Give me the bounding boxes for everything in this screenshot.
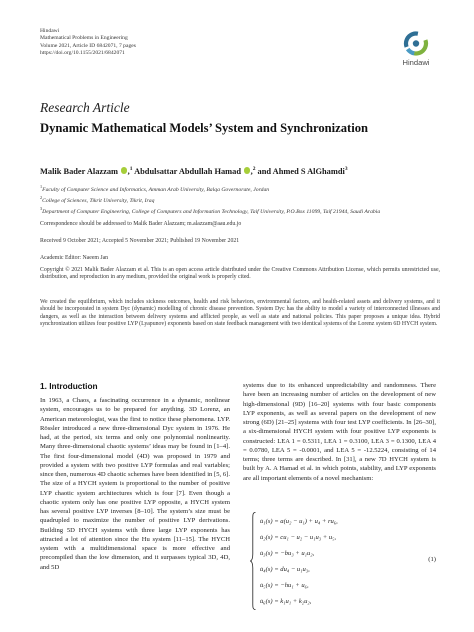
equation-number: (1) bbox=[428, 556, 436, 563]
orcid-icon[interactable] bbox=[244, 167, 251, 174]
article-type: Research Article bbox=[40, 100, 130, 115]
publisher-name: Hindawi bbox=[40, 28, 60, 34]
equation-line: u̇₄(s) = du₄ − u₁u₃, bbox=[260, 566, 310, 573]
equation-line: u̇₆(s) = k₁u₁ + k₂u₂, bbox=[260, 598, 312, 605]
author-name[interactable]: Abdulsattar Abdullah Hamad bbox=[134, 166, 241, 176]
academic-editor: Academic Editor: Naeem Jan bbox=[40, 255, 109, 261]
journal-header bbox=[40, 28, 136, 58]
author-affiliation-sup: 2 bbox=[252, 166, 256, 172]
doi-link[interactable]: https://doi.org/10.1155/2021/6842071 bbox=[40, 50, 125, 57]
affiliations bbox=[40, 183, 440, 217]
abstract: We created the equilibrium, which includes sickness outcomes, health and risk behaviors, environmental factors, and health-related assets and delivery systems, and it should be incorporated in system Dyc (dynamic) modelling of chronic disease prevention. System Dyc has the ability to model a variety of interconnected illnesses and dangers, as well as the interaction between delivery systems and afflicted people, as well as state and national policies. This paper proposes a unique idea. Hybrid synchronization utilizes four positive LYP (Lyapunov) exponents based on state feedback management with two identical systems of the Lorenz system 6D HYCH system. bbox=[40, 299, 440, 327]
orcid-icon[interactable] bbox=[121, 167, 128, 174]
affiliation-item: $^3$Department of Computer Engineering, College of Computers and Information Technology, Taif University, P.O.Box 11099, Taif 21944, Saudi Arabia bbox=[40, 206, 381, 216]
affiliation-item: $^2$College of Sciences, Tikrit University, Tikrit, Iraq bbox=[40, 195, 155, 205]
body-text-left-column: In 1963, a Chaos, a fascinating occurrence in a dynamic, nonlinear system, encourages us to be prepared for anything. 3D Lorenz, an American meteorologist, was the first to notice these phenomena. LYP. Rössler introduced a new three-dimensional Dyc system in 1976. He had, at the period, six terms and only one polynomial nonlinearity. Many three-dimensional chaotic systems’ ideas may be found in [1–4]. The first four-dimensional model (4D) was proposed in 1979 and provided a system with two positive LYP formulas and real variables; since then, numerous 4D chaotic schemes have been identified in [5, 6]. The size of a HYCH system is proportional to the number of positive LYP chaotic system architectures which is four [7]. Even though a chaotic system only has one positive LYP opposite, a HYCH system has several positive LYP inverses [8–10]. The system’s size must be quadrupled to maximize the number of positive LYP derivations. Building 5D HYCH systems with three large LYP exponents has attracted a lot of attention since the Hu system [11–15]. The HYCH system with a multidimensional space is more effective and precompiled than the low dimension, and it surpasses typical 3D, 4D, and 5D bbox=[40, 397, 230, 571]
correspondence: Correspondence should be addressed to Malik Bader Alazzam; m.alazzam@aau.edu.jo bbox=[40, 221, 242, 227]
author-name[interactable]: Malik Bader Alazzam bbox=[40, 166, 119, 176]
author-affiliation-sup: 1 bbox=[129, 166, 133, 172]
hindawi-logo bbox=[398, 30, 434, 70]
affiliation-item: $^1$Faculty of Computer Science and Informatics, Amman Arab University, Balqa Governorate, Jordan bbox=[40, 184, 270, 193]
equation-line: u̇₂(s) = cu₁ − u₂ − u₁u₃ + u₅, bbox=[260, 534, 337, 541]
article-title: Dynamic Mathematical Models’ System and Synchronization bbox=[40, 121, 369, 135]
journal-title: Mathematical Problems in Engineering bbox=[40, 35, 128, 42]
author-name[interactable]: and Ahmed S AlGhamdi bbox=[257, 166, 345, 176]
equation-lines bbox=[260, 514, 338, 610]
left-brace-icon bbox=[250, 512, 256, 610]
copyright-notice: Copyright © 2021 Malik Bader Alazzam et al. This is an open access article distributed under the Creative Commons Attribution License, which permits unrestricted use, distribution, and reproduction in any medium, provided the original work is properly cited. bbox=[40, 267, 440, 281]
volume-line: Volume 2021, Article ID 6842071, 7 pages bbox=[40, 42, 136, 49]
section-heading: 1. Introduction bbox=[40, 381, 98, 391]
equation-line: u̇₃(s) = −bu₃ + u₁u₂, bbox=[260, 550, 315, 557]
equation-block bbox=[250, 512, 440, 610]
publication-dates: Received 9 October 2021; Accepted 5 November 2021; Published 19 November 2021 bbox=[40, 238, 240, 244]
equation-line: u̇₅(s) = −hu₁ + u₆, bbox=[260, 582, 309, 589]
logo-text: Hindawi bbox=[402, 58, 430, 67]
author-list: Malik Bader Alazzam ,$^1$ Abdulsattar Abdullah Hamad ,$^2$ and Ahmed S AlGhamdi$^3$ bbox=[40, 166, 348, 176]
body-text-right-column: systems due to its enhanced unpredictability and randomness. There have been an increasing number of articles on the development of new high-dimensional (9D) [16–20] systems with four basic components LYP exponents, as well as several papers on the development of new strong (6D) [21–25] systems with four test LYP coefficients. In [26–30], a six-dimensional HYCH system with four positive LYP exponents is constructed: LEA 1 = 0.5311, LEA 1 = 0.3100, LEA 3 = 0.1300, LEA 4 = 0.0780, LEA 5 = -0.0001, and LEA 5 = -12.5224, consisting of 14 terms; three terms are described. In [31], a new 7D HYCH system is built by A. A Hamad et al. in which points, stability, and LYP exponents are all important elements of a novel mechanism: bbox=[243, 382, 436, 482]
equation-line: u̇₁(s) = a(u₂ − u₁) + u₄ + ru₆, bbox=[260, 518, 338, 525]
author-affiliation-sup: 3 bbox=[344, 166, 348, 172]
hindawi-logo-icon bbox=[403, 30, 429, 57]
